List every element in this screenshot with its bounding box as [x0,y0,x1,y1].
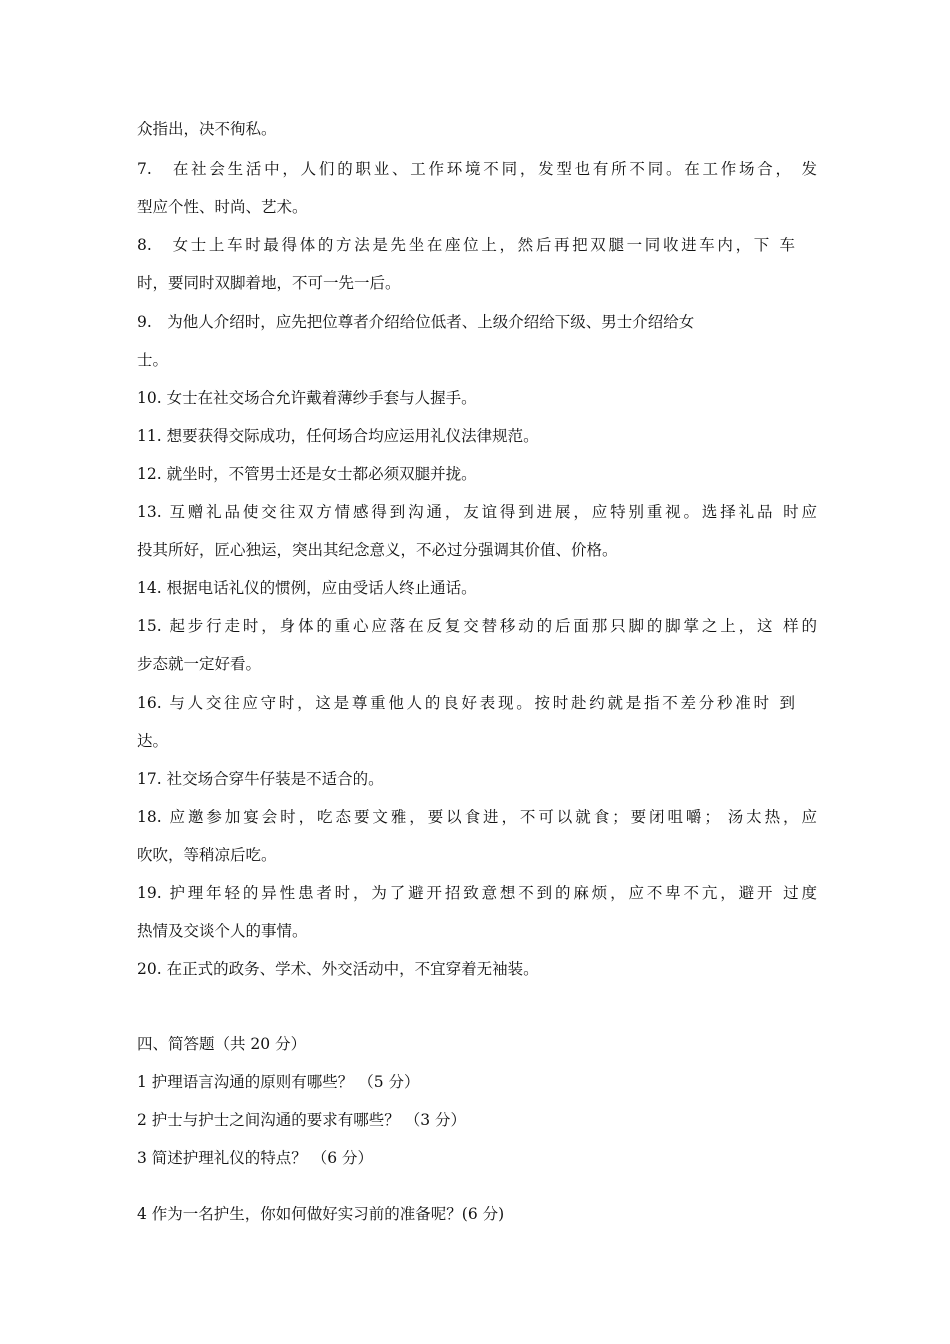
tf-item-9-line-1: 9. 为他人介绍时，应先把位尊者介绍给位低者、上级介绍给下级、男士介绍给女 [137,313,695,331]
short-answer-question-3: 3 简述护理礼仪的特点？ （6 分） [137,1149,374,1167]
tf-item-12: 12. 就坐时，不管男士还是女士都必须双腿并拢。 [137,465,477,483]
tf-item-15-line-2: 步态就一定好看。 [137,655,262,673]
tf-item-16-line-2: 达。 [137,732,169,750]
section-4-heading: 四、简答题（共 20 分） [137,1035,307,1053]
tf-item-19-line-1: 19. 护理年轻的异性患者时，为了避开招致意想不到的麻烦，应不卑不亢，避开 过度 [137,884,817,902]
tf-item-8-line-1: 8. 女士上车时最得体的方法是先坐在座位上，然后再把双腿一同收进车内，下 车 [137,236,795,254]
tf-item-13-line-1: 13. 互赠礼品使交往双方情感得到沟通，友谊得到进展，应特别重视。选择礼品 时应 [137,503,817,521]
tf-item-18-line-2: 吹吹，等稍凉后吃。 [137,846,277,864]
tf-item-15-line-1: 15. 起步行走时，身体的重心应落在反复交替移动的后面那只脚的脚掌之上，这 样的 [137,617,817,635]
tf-item-11: 11. 想要获得交际成功，任何场合均应运用礼仪法律规范。 [137,427,539,445]
tf-item-7-line-2: 型应个性、时尚、艺术。 [137,198,308,216]
tf-item-6-continuation: 众指出，决不徇私。 [137,120,277,138]
tf-item-7-line-1: 7. 在社会生活中，人们的职业、工作环境不同，发型也有所不同。在工作场合， 发 [137,160,817,178]
tf-item-8-line-2: 时，要同时双脚着地，不可一先一后。 [137,274,401,292]
tf-item-17: 17. 社交场合穿牛仔装是不适合的。 [137,770,384,788]
tf-item-16-line-1: 16. 与人交往应守时，这是尊重他人的良好表现。按时赴约就是指不差分秒准时 到 [137,694,795,712]
short-answer-question-2: 2 护士与护士之间沟通的要求有哪些？ （3 分） [137,1111,467,1129]
tf-item-20: 20. 在正式的政务、学术、外交活动中，不宜穿着无袖装。 [137,960,539,978]
tf-item-9-line-2: 士。 [137,351,169,369]
short-answer-question-1: 1 护理语言沟通的原则有哪些？ （5 分） [137,1073,420,1091]
short-answer-question-4: 4 作为一名护生，你如何做好实习前的准备呢？(6 分) [137,1205,505,1223]
tf-item-10: 10. 女士在社交场合允许戴着薄纱手套与人握手。 [137,389,477,407]
tf-item-18-line-1: 18. 应邀参加宴会时，吃态要文雅，要以食进，不可以就食；要闭咀嚼； 汤太热，应 [137,808,817,826]
tf-item-19-line-2: 热情及交谈个人的事情。 [137,922,308,940]
tf-item-13-line-2: 投其所好，匠心独运，突出其纪念意义，不必过分强调其价值、价格。 [137,541,618,559]
tf-item-14: 14. 根据电话礼仪的惯例，应由受话人终止通话。 [137,579,477,597]
